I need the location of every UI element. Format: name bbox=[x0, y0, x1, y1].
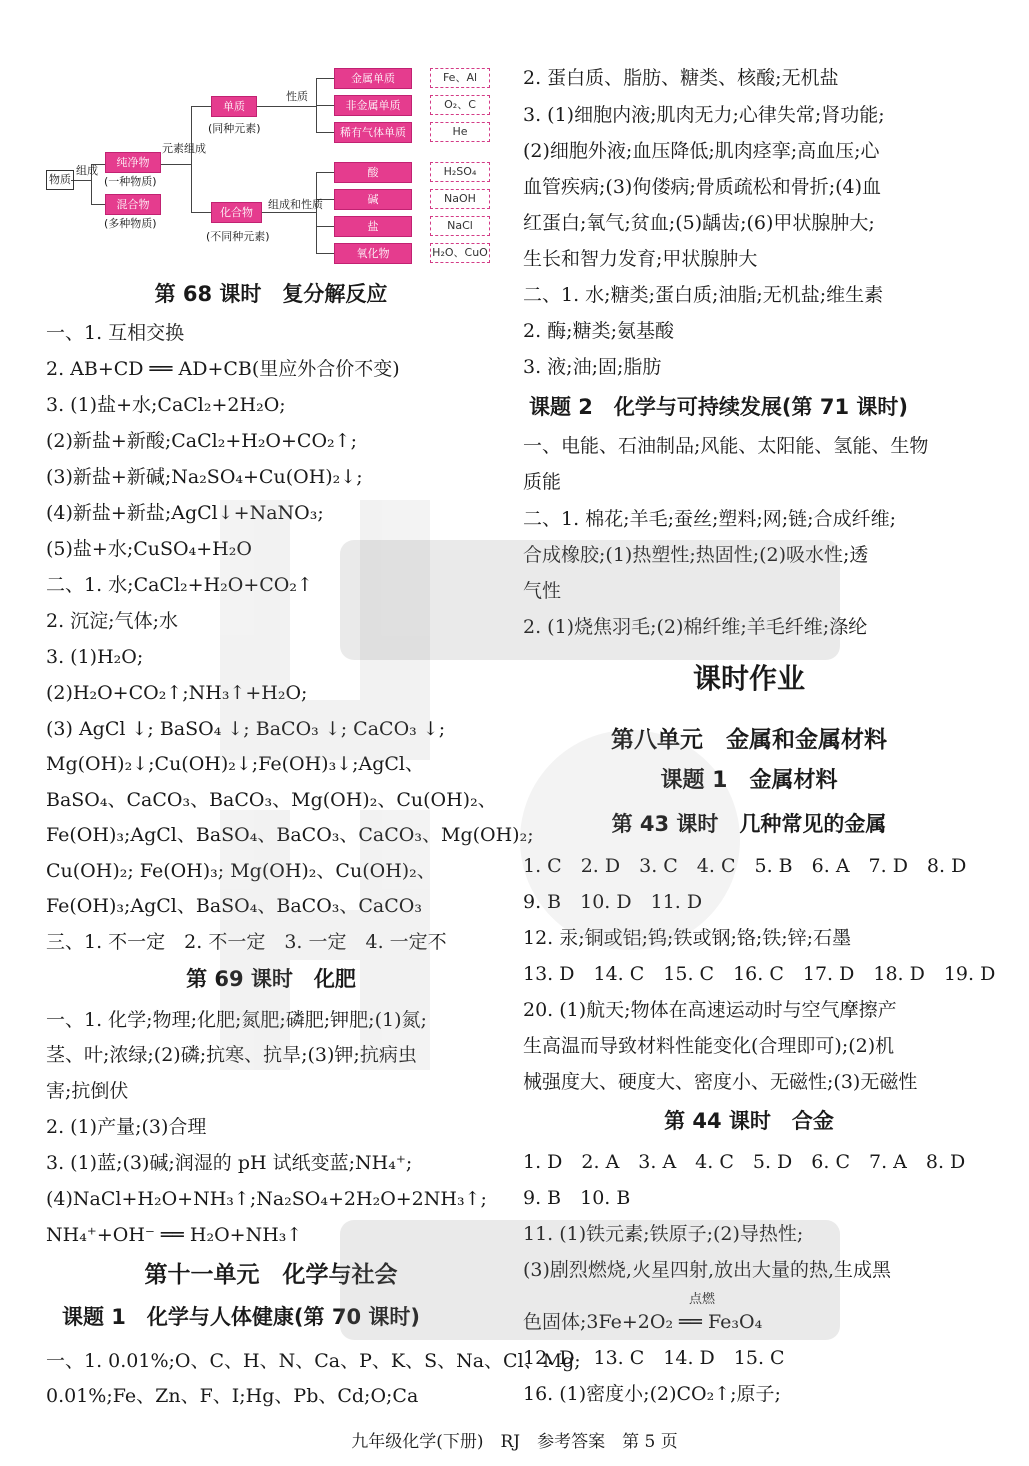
text-line: 16. (1)密度小;(2)CO₂↑;原子; bbox=[523, 1383, 781, 1405]
text-line: 2. (1)产量;(3)合理 bbox=[46, 1116, 207, 1138]
heading-lesson-44: 第 44 课时 合金 bbox=[664, 1109, 834, 1133]
text-line: 2. 沉淀;气体;水 bbox=[46, 610, 178, 632]
cm-simple: 单质 bbox=[211, 96, 257, 117]
text-line: (2)细胞外液;血压降低;肌肉痉挛;高血压;心 bbox=[523, 140, 880, 162]
text-line: 3. 液;油;固;脂肪 bbox=[523, 356, 662, 378]
cm-compound-example-3: H₂O、CuO bbox=[430, 243, 490, 263]
text-line: (3) AgCl ↓; BaSO₄ ↓; BaCO₃ ↓; CaCO₃ ↓; bbox=[46, 718, 446, 740]
text-line: Mg(OH)₂↓;Cu(OH)₂↓;Fe(OH)₃↓;AgCl、 bbox=[46, 753, 425, 775]
cm-label-property: 性质 bbox=[286, 90, 308, 103]
text-line: 一、1. 0.01%;O、C、H、N、Ca、P、K、S、Na、Cl、Mg; bbox=[46, 1350, 581, 1372]
text-line: 械强度大、硬度大、密度小、无磁性;(3)无磁性 bbox=[523, 1071, 918, 1093]
cm-simple-note: (同种元素) bbox=[208, 122, 261, 135]
text-line: 20. (1)航天;物体在高速运动时与空气摩擦产 bbox=[523, 999, 897, 1021]
cm-simple-type-1: 非金属单质 bbox=[334, 95, 412, 116]
heading-lesson-68: 第 68 课时 复分解反应 bbox=[154, 282, 388, 306]
heading-unit-8: 第八单元 金属和金属材料 bbox=[611, 727, 887, 753]
text-line: NH₄⁺+OH⁻ ══ H₂O+NH₃↑ bbox=[46, 1224, 303, 1246]
text-line: 害;抗倒伏 bbox=[46, 1080, 129, 1102]
heading-unit-11: 第十一单元 化学与社会 bbox=[144, 1262, 398, 1288]
text-line: 11. (1)铁元素;铁原子;(2)导热性; bbox=[523, 1223, 804, 1245]
text-line: 二、1. 水;糖类;蛋白质;油脂;无机盐;维生素 bbox=[523, 284, 884, 306]
text-line: 三、1. 不一定 2. 不一定 3. 一定 4. 一定不 bbox=[46, 931, 447, 953]
text-line: 一、电能、石油制品;风能、太阳能、氢能、生物 bbox=[523, 435, 929, 457]
concept-map bbox=[46, 60, 496, 270]
text-line: Cu(OH)₂; Fe(OH)₃; Mg(OH)₂、Cu(OH)₂、 bbox=[46, 860, 436, 882]
cm-compound: 化合物 bbox=[211, 202, 262, 223]
text-line: 9. B 10. B bbox=[523, 1187, 631, 1209]
text-line: 12. 汞;铜或铝;钨;铁或钢;铬;铁;锌;石墨 bbox=[523, 927, 852, 949]
text-line: 质能 bbox=[523, 471, 562, 493]
text-line: Fe(OH)₃;AgCl、BaSO₄、BaCO₃、CaCO₃、Mg(OH)₂; bbox=[46, 824, 534, 846]
text-line: 9. B 10. D 11. D bbox=[523, 891, 703, 913]
heading-homework: 课时作业 bbox=[692, 662, 805, 695]
text-line: (4)新盐+新盐;AgCl↓+NaNO₃; bbox=[46, 502, 324, 524]
text-line: 一、1. 化学;物理;化肥;氮肥;磷肥;钾肥;(1)氮; bbox=[46, 1009, 427, 1031]
text-line: (5)盐+水;CuSO₄+H₂O bbox=[46, 538, 252, 560]
text-line: 色固体;3Fe+2O₂ ══ Fe₃O₄ bbox=[523, 1311, 763, 1333]
text-line: 12. D 13. C 14. D 15. C bbox=[523, 1347, 785, 1369]
text-line: 1. D 2. A 3. A 4. C 5. D 6. C 7. A 8. D bbox=[523, 1151, 966, 1173]
text-line: 1. C 2. D 3. C 4. C 5. B 6. A 7. D 8. D bbox=[523, 855, 967, 877]
text-line: 13. D 14. C 15. C 16. C 17. D 18. D 19. D bbox=[523, 963, 996, 985]
text-line: 一、1. 互相交换 bbox=[46, 322, 185, 344]
text-line: 3. (1)盐+水;CaCl₂+2H₂O; bbox=[46, 394, 286, 416]
cm-compound-type-0: 酸 bbox=[334, 162, 412, 183]
text-line: 生高温而导致材料性能变化(合理即可);(2)机 bbox=[523, 1035, 895, 1057]
cm-compound-note: (不同种元素) bbox=[206, 230, 270, 243]
text-line: 茎、叶;浓绿;(2)磷;抗寒、抗旱;(3)钾;抗病虫 bbox=[46, 1044, 417, 1066]
cm-simple-example-1: O₂、C bbox=[430, 95, 490, 115]
cm-pure-note: (一种物质) bbox=[104, 175, 157, 188]
text-line: 2. AB+CD ══ AD+CB(里应外合价不变) bbox=[46, 358, 400, 380]
text-line: 0.01%;Fe、Zn、F、I;Hg、Pb、Cd;O;Ca bbox=[46, 1385, 419, 1407]
text-line: 二、1. 水;CaCl₂+H₂O+CO₂↑ bbox=[46, 574, 313, 596]
text-line: 2. 蛋白质、脂肪、糖类、核酸;无机盐 bbox=[523, 67, 839, 89]
text-line: 生长和智力发育;甲状腺肿大 bbox=[523, 248, 758, 270]
text-line: (3)新盐+新碱;Na₂SO₄+Cu(OH)₂↓; bbox=[46, 466, 363, 488]
cm-label-comp-property: 组成和性质 bbox=[268, 198, 323, 211]
cm-compound-type-1: 碱 bbox=[334, 189, 412, 210]
cm-simple-type-2: 稀有气体单质 bbox=[334, 122, 412, 143]
text-line: (2)新盐+新酸;CaCl₂+H₂O+CO₂↑; bbox=[46, 430, 357, 452]
text-line: (3)剧烈燃烧,火星四射,放出大量的热,生成黑 bbox=[523, 1259, 892, 1281]
text-line: 红蛋白;氧气;贫血;(5)龋齿;(6)甲状腺肿大; bbox=[523, 212, 875, 234]
heading-lesson-69: 第 69 课时 化肥 bbox=[186, 967, 356, 991]
text-line: 3. (1)蓝;(3)碱;润湿的 pH 试纸变蓝;NH₄⁺; bbox=[46, 1152, 413, 1174]
text-line: 气性 bbox=[523, 580, 562, 602]
heading-topic-1: 课题 1 化学与人体健康(第 70 课时) bbox=[62, 1305, 420, 1329]
cm-mixture: 混合物 bbox=[105, 194, 161, 215]
text-line: 合成橡胶;(1)热塑性;热固性;(2)吸水性;透 bbox=[523, 544, 869, 566]
text-line: (2)H₂O+CO₂↑;NH₃↑+H₂O; bbox=[46, 682, 308, 704]
text-line: BaSO₄、CaCO₃、BaCO₃、Mg(OH)₂、Cu(OH)₂、 bbox=[46, 789, 497, 811]
cm-simple-type-0: 金属单质 bbox=[334, 68, 412, 89]
reaction-condition: 点燃 bbox=[689, 1292, 716, 1307]
cm-simple-example-2: He bbox=[430, 122, 490, 142]
cm-simple-example-0: Fe、Al bbox=[430, 68, 490, 88]
cm-label-composition: 组成 bbox=[76, 164, 98, 177]
cm-compound-example-0: H₂SO₄ bbox=[430, 162, 490, 182]
cm-root: 物质 bbox=[46, 170, 74, 190]
text-line: 3. (1)细胞内液;肌肉无力;心律失常;肾功能; bbox=[523, 104, 885, 126]
page-footer: 九年级化学(下册) RJ 参考答案 第 5 页 bbox=[351, 1432, 678, 1452]
heading-topic-2: 课题 2 化学与可持续发展(第 71 课时) bbox=[529, 395, 908, 419]
text-line: 2. 酶;糖类;氨基酸 bbox=[523, 320, 674, 342]
cm-pure: 纯净物 bbox=[105, 152, 161, 173]
cm-compound-type-3: 氧化物 bbox=[334, 243, 412, 264]
heading-topic-1-unit-8: 课题 1 金属材料 bbox=[660, 768, 838, 793]
heading-lesson-43: 第 43 课时 几种常见的金属 bbox=[611, 812, 887, 836]
text-line: 二、1. 棉花;羊毛;蚕丝;塑料;网;链;合成纤维; bbox=[523, 508, 896, 530]
text-line: Fe(OH)₃;AgCl、BaSO₄、BaCO₃、CaCO₃ bbox=[46, 895, 422, 917]
cm-compound-example-2: NaCl bbox=[430, 216, 490, 236]
cm-compound-example-1: NaOH bbox=[430, 189, 490, 209]
text-line: 3. (1)H₂O; bbox=[46, 646, 144, 668]
text-line: (4)NaCl+H₂O+NH₃↑;Na₂SO₄+2H₂O+2NH₃↑; bbox=[46, 1188, 487, 1210]
cm-compound-type-2: 盐 bbox=[334, 216, 412, 237]
text-line: 血管疾病;(3)佝偻病;骨质疏松和骨折;(4)血 bbox=[523, 176, 882, 198]
cm-label-element: 元素组成 bbox=[162, 142, 206, 155]
cm-mixture-note: (多种物质) bbox=[104, 217, 157, 230]
text-line: 2. (1)烧焦羽毛;(2)棉纤维;羊毛纤维;涤纶 bbox=[523, 616, 868, 638]
